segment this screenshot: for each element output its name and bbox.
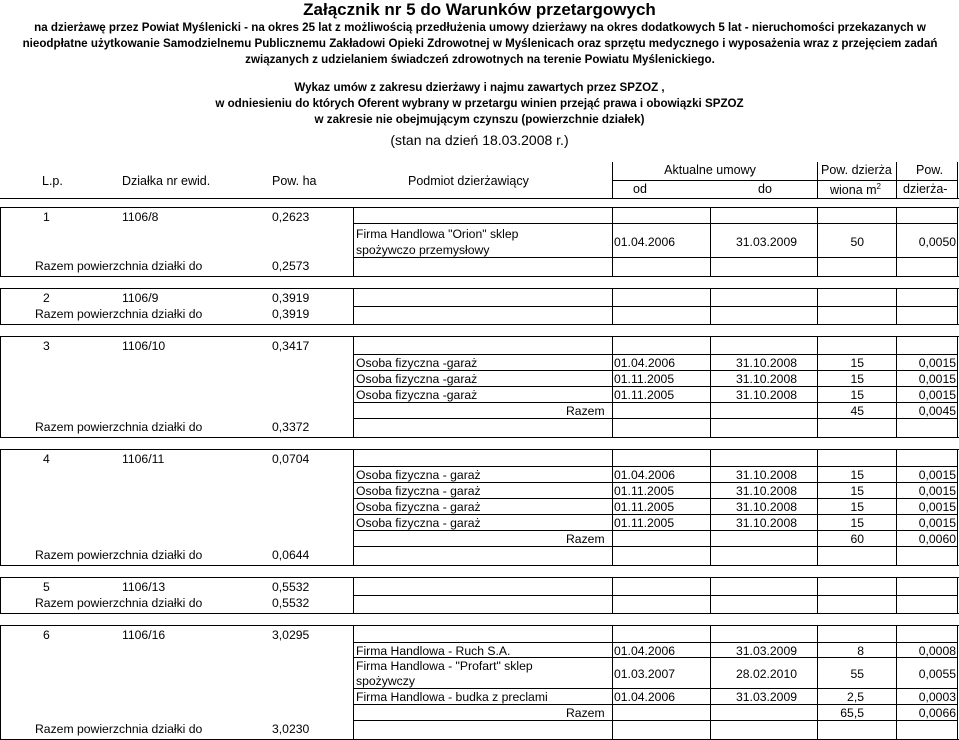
row-ha: 0,0015 — [918, 484, 956, 498]
group-left-rule — [0, 449, 1, 565]
group-top-rule — [0, 625, 959, 626]
row-dzialka: 1106/10 — [122, 339, 166, 353]
col-header-podmiot: Podmiot dzierżawiący — [408, 174, 529, 188]
list-heading — [0, 80, 959, 128]
row-pow: 0,3919 — [272, 291, 310, 305]
group-right-rule — [957, 336, 958, 437]
do-left-rule — [710, 207, 711, 276]
row-lp: 5 — [43, 580, 50, 594]
row-do: 31.10.2008 — [736, 484, 797, 498]
razem-label: Razem powierzchnia działki do — [35, 307, 203, 321]
group-right-rule — [957, 577, 958, 613]
row-od: 01.11.2005 — [614, 372, 675, 386]
row-rule — [353, 257, 957, 258]
row-rule — [353, 370, 957, 371]
row-rule — [353, 704, 957, 705]
col-header-pow2-1: Pow. — [916, 163, 944, 177]
row-podmiot: Osoba fizyczna - garaż — [356, 516, 481, 530]
row-podmiot: Firma Handlowa - budka z preclami — [356, 690, 548, 704]
row-podmiot-line-1: Firma Handlowa "Orion" sklep — [356, 227, 519, 241]
sum-ha: 0,0060 — [918, 532, 956, 546]
row-od: 01.04.2006 — [614, 235, 675, 249]
m2-left-rule — [817, 207, 818, 276]
razem-pow: 0,2573 — [272, 259, 310, 273]
row-ha: 0,0015 — [918, 388, 956, 402]
razem-pow: 0,3372 — [272, 420, 310, 434]
row-m2: 15 — [850, 500, 864, 514]
row-podmiot: Osoba fizyczna -garaż — [356, 388, 478, 402]
header-vline — [896, 162, 897, 198]
row-rule — [353, 386, 957, 387]
razem-label: Razem powierzchnia działki do — [35, 722, 203, 736]
group-top-rule — [0, 336, 959, 337]
col-header-pow2-2: dzierża- — [903, 182, 948, 196]
header-vline — [957, 162, 958, 198]
group-right-rule — [957, 449, 958, 565]
row-dzialka: 1106/8 — [122, 210, 159, 224]
sum-ha: 0,0066 — [918, 706, 956, 720]
row-do: 28.02.2010 — [736, 667, 797, 681]
row-rule — [353, 223, 957, 224]
sum-label: Razem — [566, 706, 605, 720]
group-top-rule — [0, 288, 959, 289]
razem-pow: 0,0644 — [272, 548, 310, 562]
group-right-rule — [957, 625, 958, 739]
header-vline — [612, 162, 613, 198]
row-podmiot: Osoba fizyczna -garaż — [356, 372, 478, 386]
row-od: 01.04.2006 — [614, 468, 675, 482]
od-left-rule — [612, 207, 613, 276]
group-right-rule — [957, 207, 958, 276]
status-date: (stan na dzień 18.03.2008 r.) — [390, 132, 569, 148]
row-rule — [353, 613, 957, 614]
row-lp: 2 — [43, 291, 50, 305]
row-m2: 55 — [850, 667, 864, 681]
podmiot-left-rule — [353, 207, 354, 276]
col-header-aktualne: Aktualne umowy — [664, 163, 756, 177]
row-rule — [353, 595, 957, 596]
col-header-dzialka: Działka nr ewid. — [122, 174, 211, 188]
row-do: 31.10.2008 — [736, 468, 797, 482]
row-rule — [353, 720, 957, 721]
razem-pow: 0,3919 — [272, 307, 310, 321]
row-ha: 0,0008 — [918, 644, 956, 658]
list-heading-line-3: w zakresie nie obejmującym czynszu (powierzchnie działek) — [314, 113, 645, 126]
row-rule — [353, 530, 957, 531]
sum-m2: 65,5 — [840, 706, 864, 720]
row-dzialka: 1106/9 — [122, 291, 159, 305]
row-rule — [353, 437, 957, 438]
row-lp: 4 — [43, 452, 50, 466]
row-do: 31.03.2009 — [736, 690, 797, 704]
row-rule — [353, 418, 957, 419]
sum-ha: 0,0045 — [918, 404, 956, 418]
razem-label: Razem powierzchnia działki do — [35, 259, 203, 273]
row-ha: 0,0055 — [918, 667, 956, 681]
row-do: 31.10.2008 — [736, 356, 797, 370]
row-m2: 50 — [850, 235, 864, 249]
row-od: 01.04.2006 — [614, 644, 675, 658]
row-rule — [353, 565, 957, 566]
row-od: 01.04.2006 — [614, 690, 675, 704]
group-right-rule — [957, 288, 958, 324]
row-od: 01.04.2006 — [614, 356, 675, 370]
sum-label: Razem — [566, 532, 605, 546]
group-left-rule — [0, 577, 1, 613]
row-m2: 15 — [850, 356, 864, 370]
row-pow: 0,5532 — [272, 580, 310, 594]
row-ha: 0,0003 — [918, 690, 956, 704]
row-pow: 3,0295 — [272, 628, 310, 642]
row-do: 31.10.2008 — [736, 372, 797, 386]
row-podmiot: Osoba fizyczna - garaż — [356, 484, 481, 498]
row-rule — [353, 466, 957, 467]
razem-label: Razem powierzchnia działki do — [35, 420, 203, 434]
row-dzialka: 1106/13 — [122, 580, 166, 594]
row-do: 31.10.2008 — [736, 388, 797, 402]
row-podmiot: Osoba fizyczna - garaż — [356, 500, 481, 514]
row-od: 01.11.2005 — [614, 388, 675, 402]
intro-text: na dzierżawę przez Powiat Myślenicki - na okres 25 lat z możliwością przedłużenia umowy dzierżawy na okres dodatkowych 5 lat - nieruchomości przekazanych w nieodpłatne użytkowanie Samodzielnemu Publicznemu Zakładowi Opieki Zdrowotnej w Myślenicach oraz sprzętu medycznego i wyposażenia wraz z przejęciem zadań związanych z udzielaniem świadczeń zdrowotnych na terenie Powiatu Myślenickiego. — [22, 21, 938, 66]
table-header-rule — [0, 198, 959, 199]
page-title: Załącznik nr 5 do Warunków przetargowych — [303, 0, 656, 19]
col-header-lp: L.p. — [42, 174, 63, 188]
row-ha: 0,0015 — [918, 500, 956, 514]
row-m2: 8 — [857, 644, 864, 658]
row-podmiot: Osoba fizyczna - garaż — [356, 468, 481, 482]
razem-label: Razem powierzchnia działki do — [35, 548, 203, 562]
group-left-rule — [0, 336, 1, 437]
col-header-pow-dzierz-2: wiona $m^2$ — [830, 182, 881, 198]
row-rule — [353, 642, 957, 643]
row-rule — [353, 276, 957, 277]
row-dzialka: 1106/11 — [122, 452, 165, 466]
row-ha: 0,0050 — [918, 235, 956, 249]
row-rule — [353, 498, 957, 499]
list-heading-line-2: w odniesieniu do których Oferent wybrany w przetargu winien przejąć prawa i obowiązki SPZOZ — [215, 97, 744, 110]
row-do: 31.03.2009 — [736, 644, 797, 658]
group-top-rule — [0, 577, 959, 578]
row-podmiot-line-2: spożywczo przemysłowy — [356, 243, 490, 257]
row-od: 01.03.2007 — [614, 667, 675, 681]
group-top-rule — [0, 449, 959, 450]
row-od: 01.11.2005 — [614, 484, 675, 498]
razem-pow: 0,5532 — [272, 596, 310, 610]
group-left-rule — [0, 625, 1, 739]
row-lp: 1 — [43, 210, 50, 224]
row-m2: 15 — [850, 372, 864, 386]
list-heading-line-1: Wykaz umów z zakresu dzierżawy i najmu zawartych przez SPZOZ , — [294, 81, 665, 94]
row-lp: 6 — [43, 628, 50, 642]
row-rule — [353, 402, 957, 403]
row-do: 31.10.2008 — [736, 516, 797, 530]
row-pow: 0,3417 — [272, 339, 310, 353]
col-header-od: od — [633, 182, 647, 196]
row-dzialka: 1106/16 — [122, 628, 166, 642]
col-header-do: do — [758, 182, 772, 196]
group-left-rule — [0, 207, 1, 276]
row-lp: 3 — [43, 339, 50, 353]
row-m2: 15 — [850, 468, 864, 482]
col-header-pow: Pow. ha — [272, 174, 317, 188]
sum-m2: 45 — [850, 404, 864, 418]
row-rule — [353, 688, 957, 689]
row-podmiot: Osoba fizyczna -garaż — [356, 356, 478, 370]
row-podmiot: Firma Handlowa - Ruch S.A. — [356, 644, 511, 658]
row-ha: 0,0015 — [918, 356, 956, 370]
row-m2: 15 — [850, 388, 864, 402]
row-rule — [353, 306, 957, 307]
row-podmiot-line-2: spożywczy — [356, 674, 415, 688]
razem-pow: 3,0230 — [272, 722, 310, 736]
header-vline — [817, 162, 818, 198]
row-m2: 2,5 — [847, 690, 864, 704]
sum-label: Razem — [566, 404, 605, 418]
row-ha: 0,0015 — [918, 516, 956, 530]
row-do: 31.10.2008 — [736, 500, 797, 514]
row-od: 01.11.2005 — [614, 500, 675, 514]
razem-label: Razem powierzchnia działki do — [35, 596, 203, 610]
sum-m2: 60 — [850, 532, 864, 546]
col-header-pow-dzierz-1: Pow. dzierża — [821, 163, 892, 177]
group-left-rule — [0, 288, 1, 324]
row-pow: 0,2623 — [272, 210, 310, 224]
group-top-rule — [0, 207, 959, 208]
row-rule — [353, 324, 957, 325]
row-do: 31.03.2009 — [736, 235, 797, 249]
row-m2: 15 — [850, 516, 864, 530]
row-ha: 0,0015 — [918, 372, 956, 386]
row-rule — [353, 354, 957, 355]
row-od: 01.11.2005 — [614, 516, 675, 530]
row-pow: 0,0704 — [272, 452, 310, 466]
row-rule — [353, 514, 957, 515]
row-ha: 0,0015 — [918, 468, 956, 482]
row-podmiot-line-1: Firma Handlowa - "Profart" sklep — [356, 659, 533, 673]
header-divider — [612, 180, 957, 181]
row-rule — [353, 546, 957, 547]
row-rule — [353, 482, 957, 483]
row-m2: 15 — [850, 484, 864, 498]
